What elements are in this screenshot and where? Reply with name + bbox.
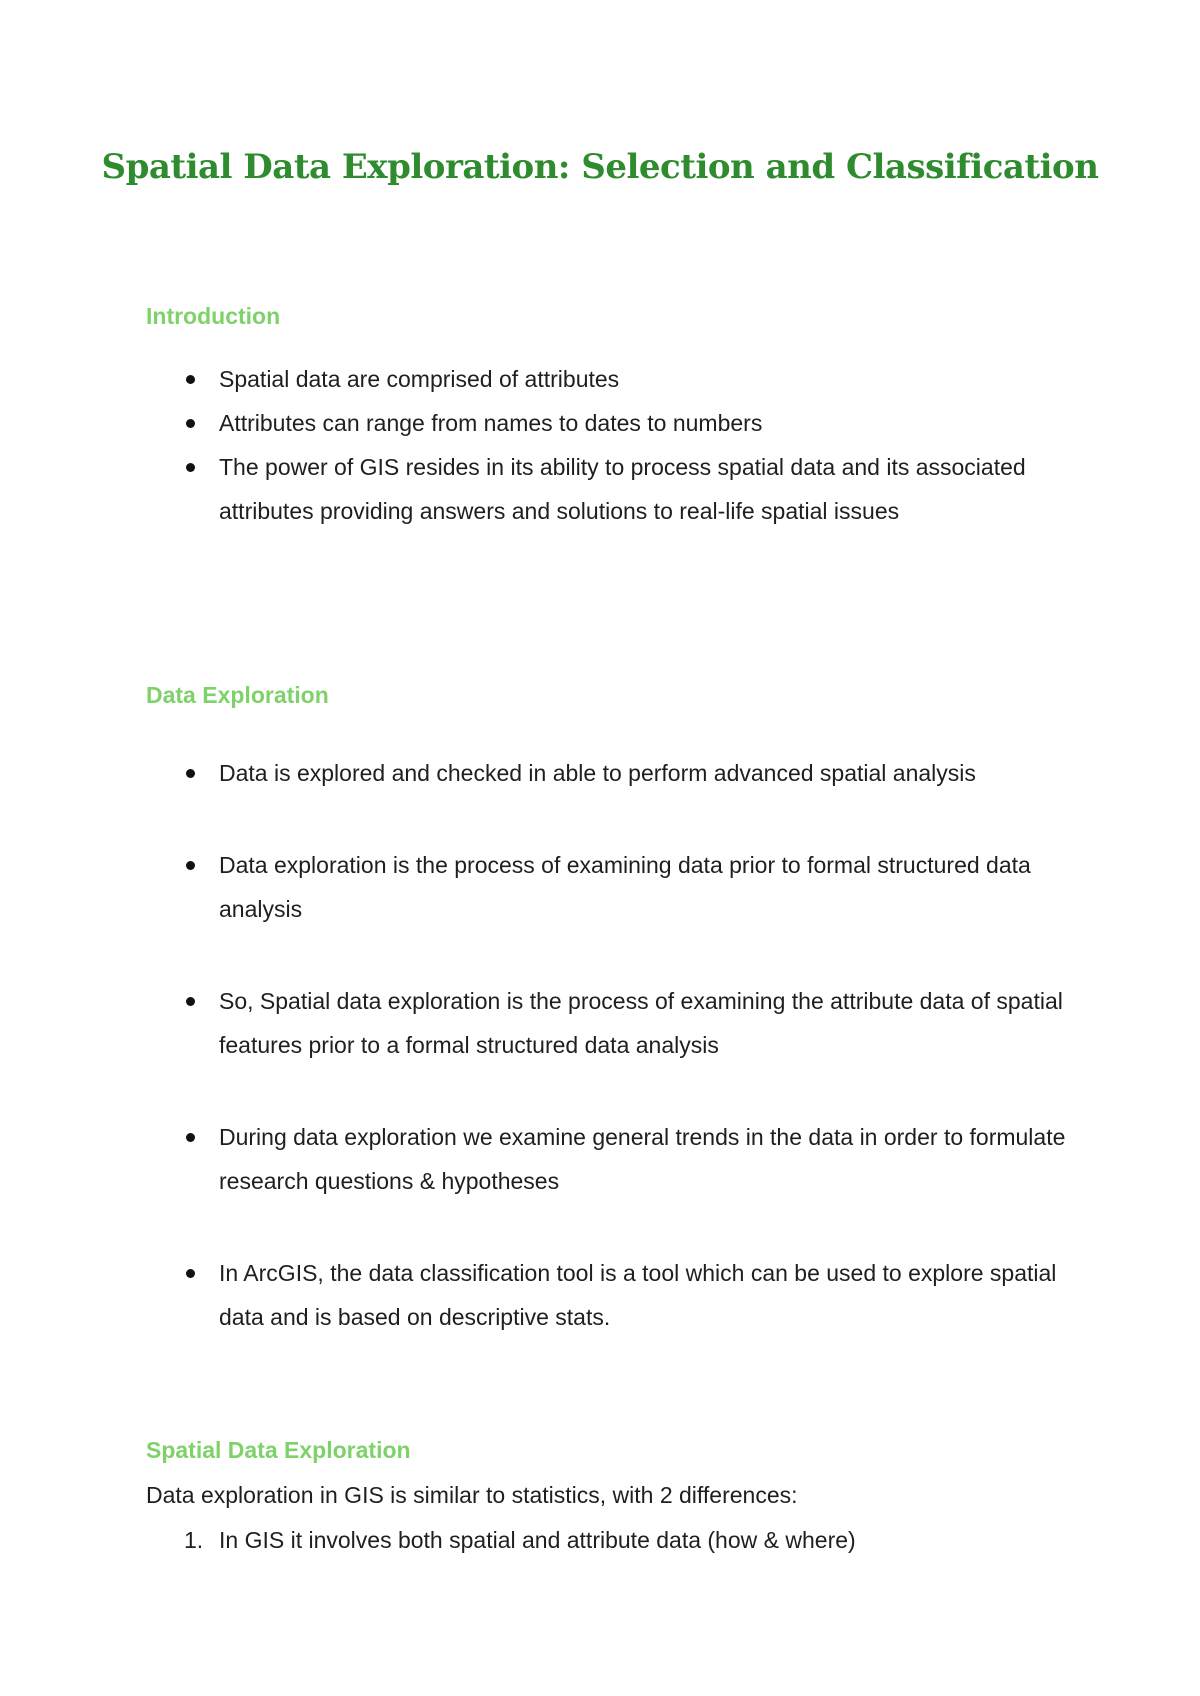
- list-item: [146, 1115, 1076, 1203]
- list-item: [146, 751, 1076, 795]
- bullet-icon: [186, 1133, 195, 1142]
- differences-numbered-list: [146, 1518, 1076, 1562]
- list-item-text: Spatial data are comprised of attributes: [219, 366, 620, 392]
- section-heading-data-exploration: Data Exploration: [146, 682, 329, 708]
- section-heading-introduction: Introduction: [146, 303, 281, 329]
- bullet-icon: [186, 1269, 195, 1278]
- list-item: [146, 401, 1076, 445]
- list-item-text: The power of GIS resides in its ability to process spatial data and its associated attributes providing answers and solutions to real-life spatial issues: [219, 454, 1026, 524]
- bullet-icon: [186, 997, 195, 1006]
- list-item: [146, 357, 1076, 401]
- list-item: [146, 445, 1076, 533]
- section-heading-spatial-data-exploration: Spatial Data Exploration: [146, 1437, 411, 1463]
- list-item: [146, 979, 1076, 1067]
- bullet-icon: [186, 769, 195, 778]
- document-title: Spatial Data Exploration: Selection and Classification: [101, 147, 1099, 187]
- list-item-number: 1.: [184, 1527, 204, 1553]
- bullet-icon: [186, 419, 195, 428]
- bullet-icon: [186, 463, 195, 472]
- list-item: [146, 1518, 1076, 1562]
- list-item-text: In ArcGIS, the data classification tool is a tool which can be used to explore spatial data and is based on descriptive stats.: [219, 1260, 1057, 1330]
- list-item-text: In GIS it involves both spatial and attribute data (how & where): [219, 1527, 856, 1553]
- bullet-icon: [186, 861, 195, 870]
- data-exploration-bullet-list: [146, 751, 1076, 1339]
- list-item-text: Attributes can range from names to dates to numbers: [219, 410, 763, 436]
- list-item-text: Data exploration is the process of examining data prior to formal structured data analysis: [219, 852, 1031, 922]
- list-item-text: During data exploration we examine general trends in the data in order to formulate research questions & hypotheses: [219, 1124, 1066, 1194]
- list-item: [146, 1251, 1076, 1339]
- introduction-bullet-list: [146, 357, 1076, 533]
- section-paragraph: Data exploration in GIS is similar to statistics, with 2 differences:: [146, 1482, 798, 1508]
- list-item: [146, 843, 1076, 931]
- list-item-text: Data is explored and checked in able to perform advanced spatial analysis: [219, 760, 976, 786]
- bullet-icon: [186, 375, 195, 384]
- list-item-text: So, Spatial data exploration is the process of examining the attribute data of spatial features prior to a formal structured data analysis: [219, 988, 1063, 1058]
